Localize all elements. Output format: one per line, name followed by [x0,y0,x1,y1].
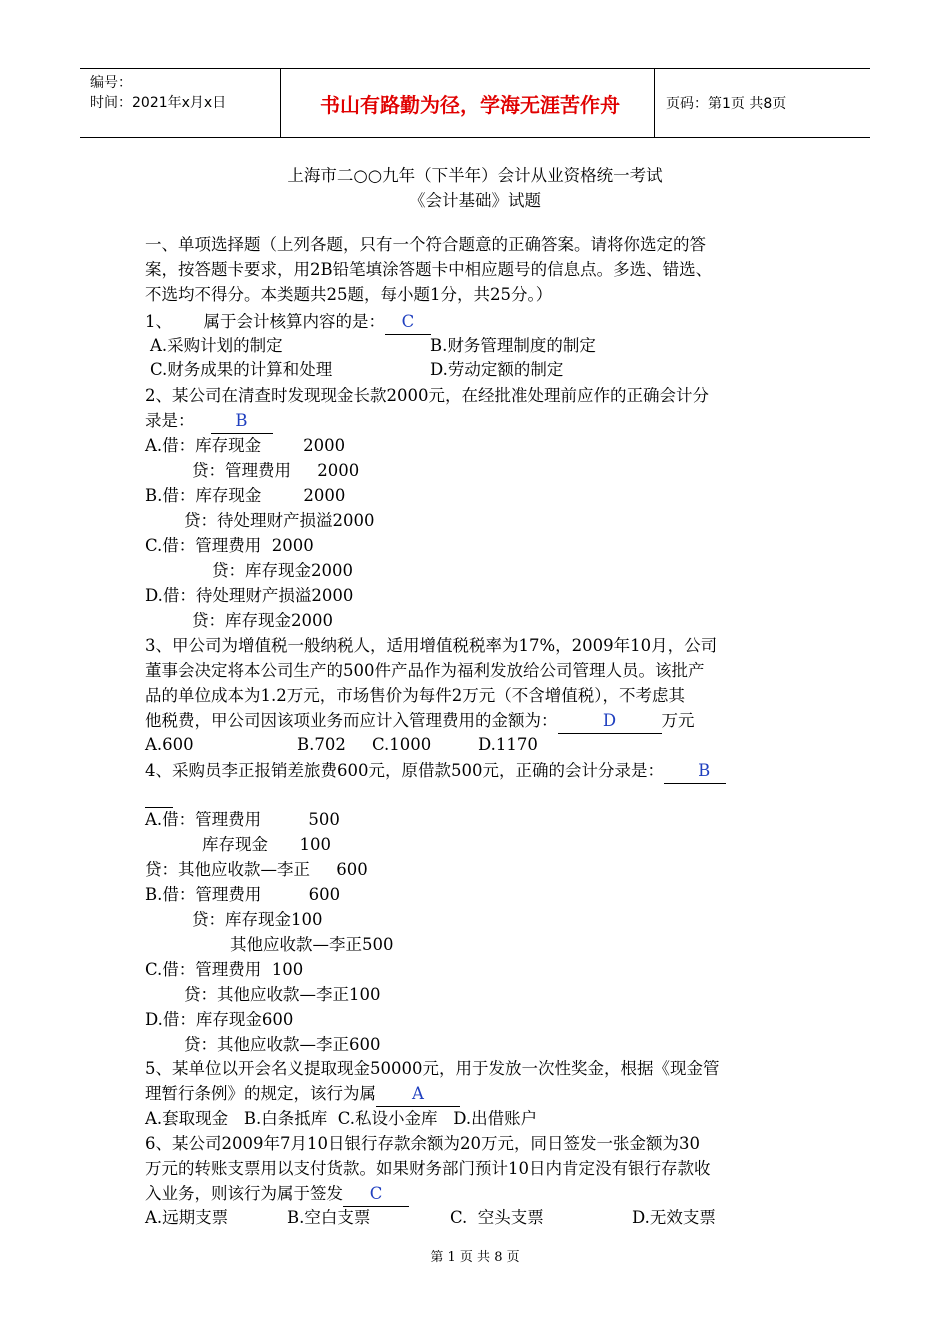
page-header [80,68,870,138]
option: D.无效支票 [632,1208,716,1227]
option: D.1170 [478,735,538,754]
entry-line: 贷：其他应收款—李正 600 [145,860,368,879]
entry-line: A.借：库存现金 2000 [145,436,346,455]
entry-line: 其他应收款—李正500 [230,935,394,954]
question-3-stem: 品的单位成本为1.2万元，市场售价为每件2万元（不含增值税），不考虑其 [145,686,685,705]
exam-title: 上海市二○○九年（下半年）会计从业资格统一考试 [287,166,663,185]
question-6-stem: 万元的转账支票用以支付货款。如果财务部门预计10日内肯定没有银行存款收 [145,1159,711,1178]
option: B.702 [297,735,346,754]
intro-line: 案，按答题卡要求，用2B铅笔填涂答题卡中相应题号的信息点。多选、错选、 [145,260,713,279]
options-line: A.套取现金 B.白条抵库 C.私设小金库 D.出借账户 [145,1109,538,1128]
option: B.空白支票 [287,1208,371,1227]
entry-line: 贷：库存现金2000 [192,611,333,630]
option: D.劳动定额的制定 [430,360,564,379]
answer-blank: D [558,709,662,734]
entry-line: 贷：待处理财产损溢2000 [184,511,375,530]
code-label: 编号： [90,75,132,91]
question-4-stem: 4、采购员李正报销差旅费600元，原借款500元，正确的会计分录是： B [145,759,726,784]
intro-line: 一、单项选择题（上列各题，只有一个符合题意的正确答案。请将你选定的答 [145,235,706,254]
date-label: 时间：2021年x月x日 [90,95,227,111]
option: B.财务管理制度的制定 [430,336,596,355]
entry-line: 库存现金 100 [202,835,331,854]
option: A.采购计划的制定 [150,336,283,355]
answer-blank: B [664,759,726,784]
question-2-stem: 录是： B [145,409,273,434]
question-6-stem: 6、某公司2009年7月10日银行存款余额为20万元，同日签发一张金额为30 [145,1134,700,1153]
answer-blank: B [211,409,273,434]
entry-line: 贷：其他应收款—李正100 [184,985,381,1004]
page-info: 页码：第1页 共8页 [666,96,787,112]
entry-line: 贷：管理费用 2000 [192,461,360,480]
option: C. 空头支票 [450,1208,544,1227]
answer-blank: C [385,310,431,335]
option: A.600 [145,735,194,754]
header-divider [280,69,281,137]
question-5-stem: 5、某单位以开会名义提取现金50000元，用于发放一次性奖金，根据《现金管 [145,1059,720,1078]
answer-blank-continuation [145,783,173,808]
option: A.远期支票 [145,1208,229,1227]
answer-blank: C [343,1182,409,1207]
entry-line: D.借：库存现金600 [145,1010,294,1029]
page-footer: 第 1 页 共 8 页 [430,1250,520,1265]
entry-line: A.借：管理费用 500 [145,810,340,829]
entry-line: D.借：待处理财产损溢2000 [145,586,354,605]
entry-line: 贷：其他应收款—李正600 [184,1035,381,1054]
entry-line: C.借：管理费用 2000 [145,536,314,555]
option: C.1000 [372,735,432,754]
question-3-stem: 3、甲公司为增值税一般纳税人，适用增值税税率为17%，2009年10月，公司 [145,636,718,655]
question-3-stem: 他税费，甲公司因该项业务而应计入管理费用的金额为： D 万元 [145,709,695,734]
exam-subtitle: 《会计基础》试题 [409,191,541,210]
question-5-stem: 理暂行条例》的规定，该行为属 A [145,1082,460,1107]
option: C.财务成果的计算和处理 [150,360,333,379]
motto: 书山有路勤为径，学海无涯苦作舟 [320,92,620,117]
header-meta [90,73,226,113]
question-2-stem: 2、某公司在清查时发现现金长款2000元，在经批准处理前应作的正确会计分 [145,386,709,405]
header-divider [654,69,655,137]
entry-line: B.借：管理费用 600 [145,885,341,904]
question-1-stem: 1、 属于会计核算内容的是： C [145,310,431,335]
entry-line: 贷：库存现金100 [192,910,323,929]
intro-line: 不选均不得分。本类题共25题，每小题1分，共25分。） [145,285,553,304]
entry-line: 贷：库存现金2000 [212,561,353,580]
question-3-stem: 董事会决定将本公司生产的500件产品作为福利发放给公司管理人员。该批产 [145,661,705,680]
entry-line: C.借：管理费用 100 [145,960,304,979]
question-6-stem: 入业务，则该行为属于签发 C [145,1182,409,1207]
entry-line: B.借：库存现金 2000 [145,486,346,505]
answer-blank: A [376,1082,460,1107]
